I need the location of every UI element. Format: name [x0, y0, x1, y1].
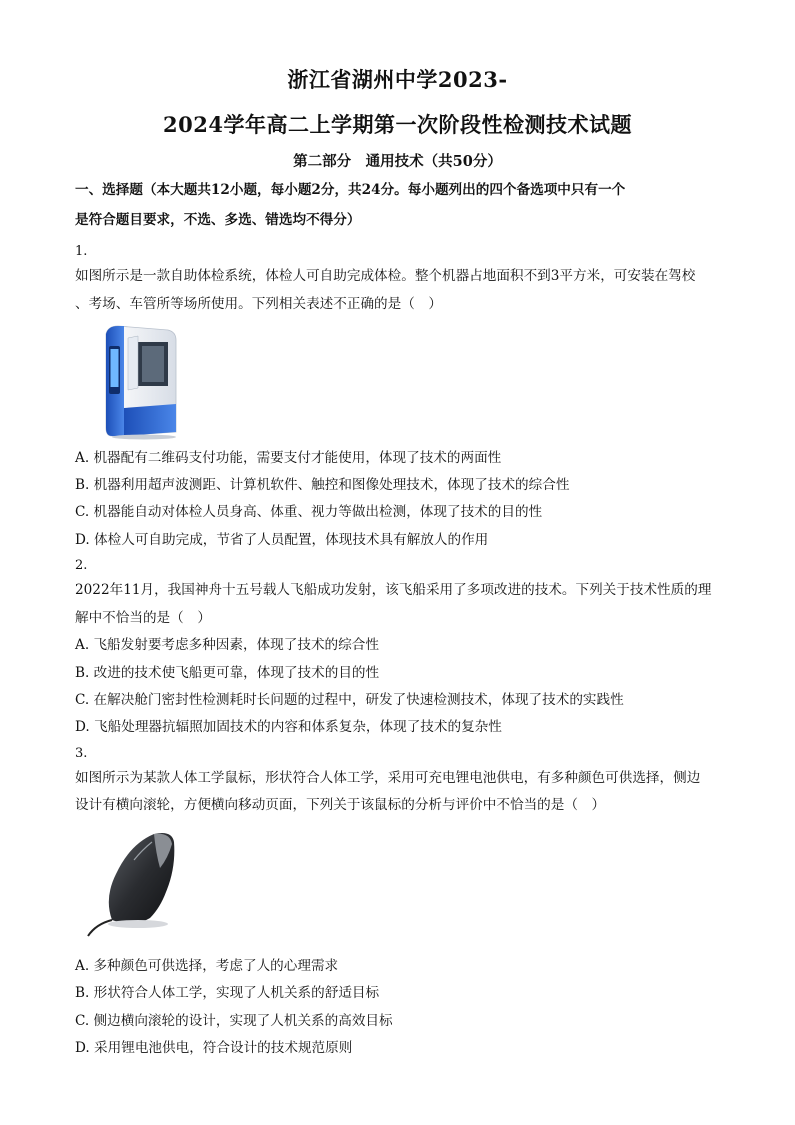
question-3-number: 3. [75, 746, 88, 761]
question-3-stem-line-1: 如图所示为某款人体工学鼠标，形状符合人体工学，采用可充电锂电池供电，有多种颜色可供选择，侧边 [75, 770, 701, 786]
title-line-1: 浙江省湖州中学2023- [287, 67, 508, 92]
question-1-option-d: D. 体检人可自助完成，节省了人员配置，体现技术具有解放人的作用 [75, 532, 489, 548]
question-3-option-a: A. 多种颜色可供选择，考虑了人的心理需求 [75, 958, 339, 974]
question-2-stem-line-1: 2022年11月，我国神舟十五号载人飞船成功发射，该飞船采用了多项改进的技术。下列关于技术性质的理 [75, 582, 712, 598]
question-1-number: 1. [75, 244, 88, 259]
instructions-line-1: 一、选择题（本大题共12小题，每小题2分，共24分。每小题列出的四个备选项中只有一个 [75, 182, 626, 198]
question-1-option-b: B. 机器利用超声波测距、计算机软件、触控和图像处理技术，体现了技术的综合性 [75, 477, 570, 493]
question-1-option-a: A. 机器配有二维码支付功能，需要支付才能使用，体现了技术的两面性 [75, 450, 502, 466]
question-2-stem-line-2: 解中不恰当的是（ ） [75, 610, 211, 626]
question-2-option-b: B. 改进的技术使飞船更可靠，体现了技术的目的性 [75, 665, 380, 681]
question-3-stem-line-2: 设计有横向滚轮，方便横向移动页面，下列关于该鼠标的分析与评价中不恰当的是（ ） [75, 797, 606, 813]
question-3-option-c: C. 侧边横向滚轮的设计，实现了人机关系的高效目标 [75, 1013, 393, 1029]
question-1-stem-line-2: 、考场、车管所等场所使用。下列相关表述不正确的是（ ） [75, 296, 443, 312]
vertical-mouse-image [82, 828, 182, 940]
kiosk-image [98, 324, 180, 440]
instructions-line-2: 是符合题目要求，不选、多选、错选均不得分） [75, 212, 361, 228]
question-2-option-d: D. 飞船处理器抗辐照加固技术的内容和体系复杂，体现了技术的复杂性 [75, 719, 502, 735]
section-heading: 第二部分 通用技术（共50分） [293, 153, 502, 170]
question-3-option-d: D. 采用锂电池供电，符合设计的技术规范原则 [75, 1040, 353, 1056]
question-1-stem-line-1: 如图所示是一款自助体检系统，体检人可自助完成体检。整个机器占地面积不到3平方米，可安装在驾校 [75, 268, 696, 284]
question-3-option-b: B. 形状符合人体工学，实现了人机关系的舒适目标 [75, 985, 380, 1001]
question-2-number: 2. [75, 558, 88, 573]
question-2-option-a: A. 飞船发射要考虑多种因素，体现了技术的综合性 [75, 637, 379, 653]
question-2-option-c: C. 在解决舱门密封性检测耗时长问题的过程中，研发了快速检测技术，体现了技术的实践性 [75, 692, 624, 708]
title-line-2: 2024学年高二上学期第一次阶段性检测技术试题 [163, 112, 632, 137]
question-1-option-c: C. 机器能自动对体检人员身高、体重、视力等做出检测，体现了技术的目的性 [75, 504, 543, 520]
